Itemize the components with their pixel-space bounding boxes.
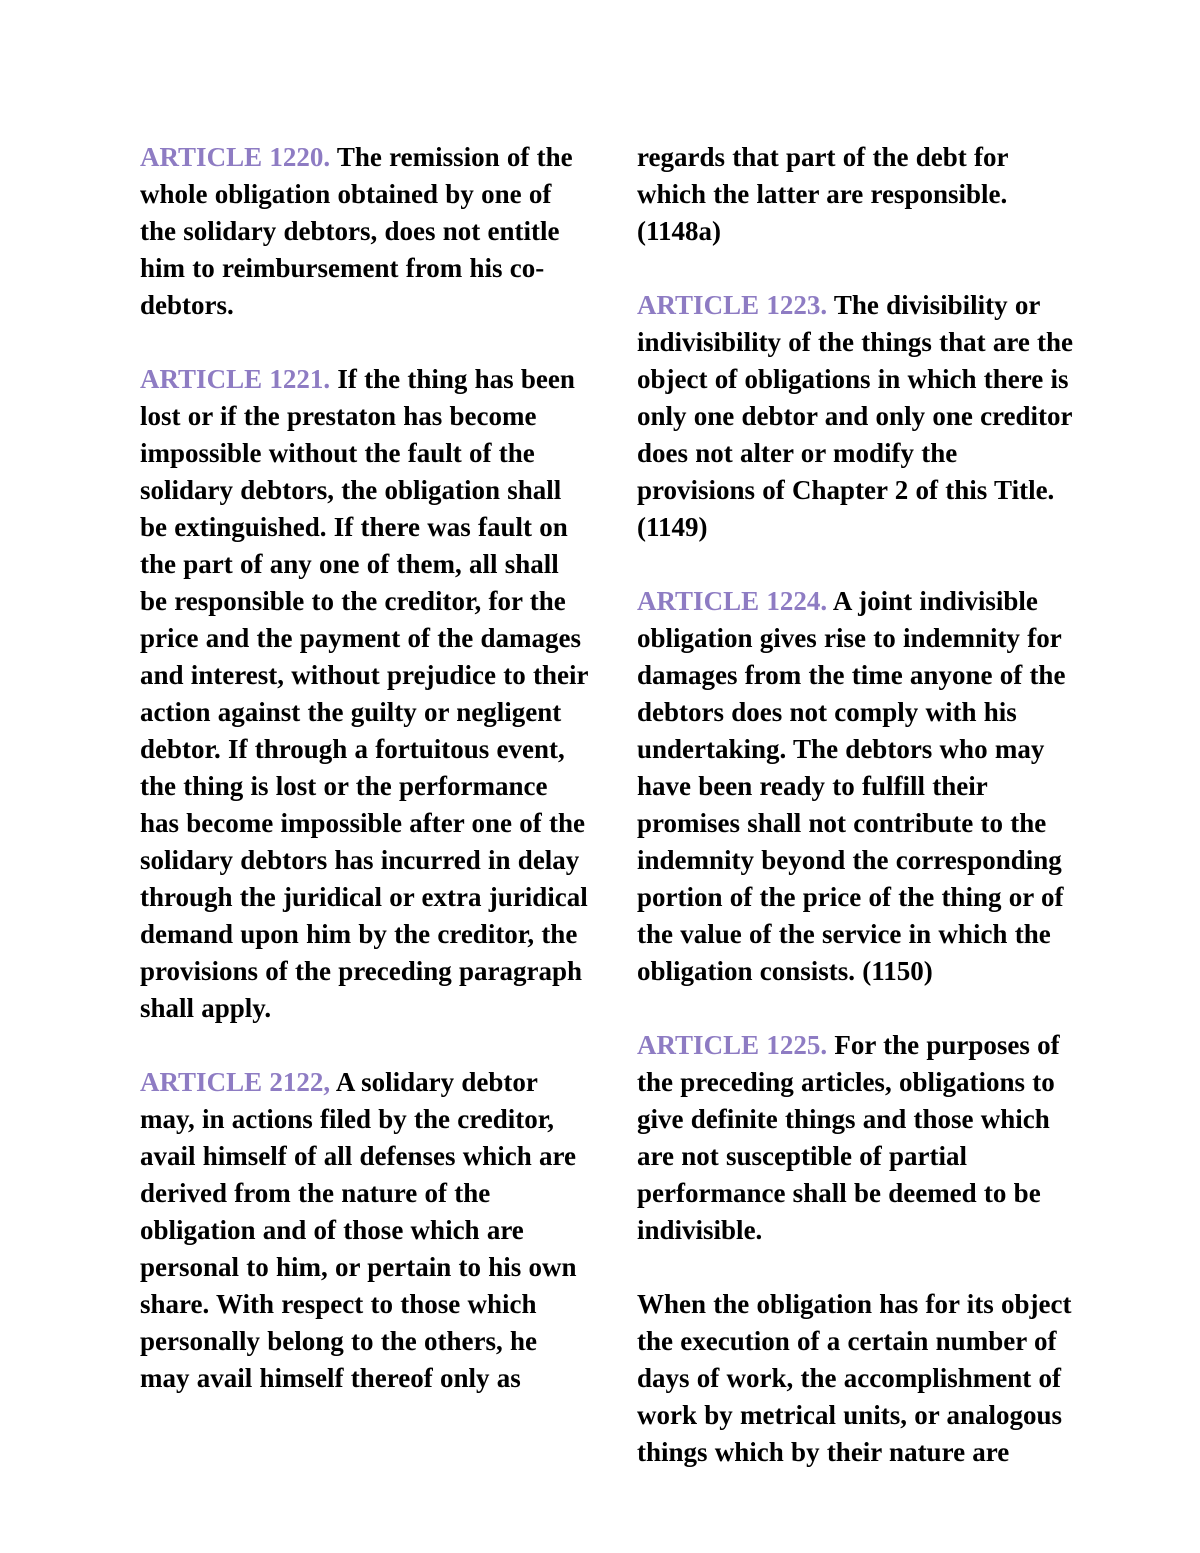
left-column bbox=[140, 139, 588, 1434]
article-number-label: ARTICLE 1223. bbox=[637, 290, 828, 320]
article-2122-paragraph bbox=[140, 1064, 588, 1397]
article-body-text: If the thing has been lost or if the prestaton has become impossible without the fault of the solidary debtors, the obligation shall be extinguished. If there was fault on the part of any one of them, all shall be responsible to the creditor, for the price and the payment of the damages and interest, without prejudice to their action against the guilty or negligent debtor. If through a fortuitous event, the thing is lost or the performance has become impossible after one of the solidary debtors has incurred in delay through the juridical or extra juridical demand upon him by the creditor, the provisions of the preceding paragraph shall apply. bbox=[140, 364, 588, 1023]
article-body-text: A solidary debtor may, in actions filed by the creditor, avail himself of all defenses which are derived from the nature of the obligation and of those which are personal to him, or pertain to his own share. With respect to those which personally belong to the others, he may avail himself thereof only as bbox=[140, 1067, 577, 1393]
article-number-label: ARTICLE 1221. bbox=[140, 364, 331, 394]
article-1221-paragraph bbox=[140, 361, 588, 1027]
article-number-label: ARTICLE 1225. bbox=[637, 1030, 828, 1060]
article-body-text: regards that part of the debt for which the latter are responsible. (1148a) bbox=[637, 142, 1008, 246]
article-continuation-paragraph bbox=[637, 139, 1077, 250]
article-1225-paragraph bbox=[637, 1027, 1077, 1249]
article-1224-paragraph bbox=[637, 583, 1077, 990]
article-body-text: A joint indivisible obligation gives rise to indemnity for damages from the time anyone of the debtors does not comply with his undertaking. The debtors who may have been ready to fulfill their promises shall not contribute to the indemnity beyond the corresponding portion of the price of the thing or of the value of the service in which the obligation consists. (1150) bbox=[637, 586, 1066, 986]
right-column bbox=[637, 139, 1077, 1508]
article-1223-paragraph bbox=[637, 287, 1077, 546]
article-body-text: The remission of the whole obligation obtained by one of the solidary debtors, does not entitle him to reimbursement from his co-debtors. bbox=[140, 142, 573, 320]
article-body-text: The divisibility or indivisibility of the things that are the object of obligations in which there is only one debtor and only one creditor does not alter or modify the provisions of Chapter 2 of this Title. (1149) bbox=[637, 290, 1074, 542]
article-number-label: ARTICLE 1220. bbox=[140, 142, 331, 172]
article-number-label: ARTICLE 1224. bbox=[637, 586, 828, 616]
article-1225-second-paragraph bbox=[637, 1286, 1077, 1471]
article-body-text: When the obligation has for its object the execution of a certain number of days of work, the accomplishment of work by metrical units, or analogous things which by their nature are bbox=[637, 1289, 1072, 1467]
article-number-label: ARTICLE 2122, bbox=[140, 1067, 331, 1097]
article-1220-paragraph bbox=[140, 139, 588, 324]
article-body-text: For the purposes of the preceding articles, obligations to give definite things and those which are not susceptible of partial performance shall be deemed to be indivisible. bbox=[637, 1030, 1060, 1245]
